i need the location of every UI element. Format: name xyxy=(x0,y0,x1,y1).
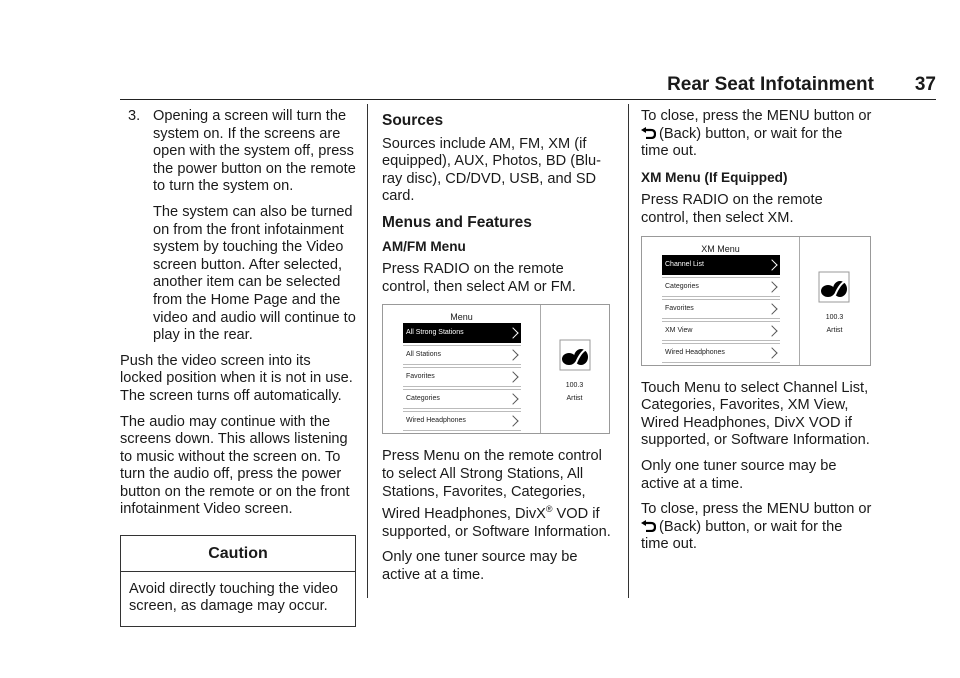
menu-item-all-strong-stations[interactable] xyxy=(403,323,521,343)
menu-item-label: XM View xyxy=(665,326,693,334)
chevron-right-icon xyxy=(507,350,518,361)
paragraph: Touch Menu to select Channel List, Categories, Favorites, XM View, Wired Headphones, DivX VOD if supported, or Software Information. xyxy=(641,379,870,449)
chevron-right-icon xyxy=(507,372,518,383)
heading-menus-features: Menus and Features xyxy=(382,213,532,231)
menu-item-favorites[interactable] xyxy=(662,299,780,319)
column-divider xyxy=(367,104,368,598)
menu-item-label: Wired Headphones xyxy=(406,417,466,425)
close-text-2: (Back) button, or wait for the time out. xyxy=(641,518,843,553)
back-arrow-icon xyxy=(641,127,656,139)
menu-item-xm-view[interactable] xyxy=(662,321,780,341)
chevron-right-icon xyxy=(766,325,777,336)
close-text: To close, press the MENU button or xyxy=(641,108,872,124)
artist-label: Artist xyxy=(826,326,843,334)
column-1 xyxy=(120,108,356,627)
xm-menu-screenshot xyxy=(641,236,871,366)
page-number: 37 xyxy=(914,74,936,95)
menu-list xyxy=(662,255,780,365)
paragraph xyxy=(641,501,873,554)
list-text: Opening a screen will turn the system on. If the screens are open with the system off, press the power button on the remote to turn the system on. xyxy=(153,108,356,195)
heading-xm-menu: XM Menu (If Equipped) xyxy=(641,169,788,185)
menu-item-label: Categories xyxy=(406,395,440,403)
chevron-right-icon xyxy=(766,259,777,270)
paragraph: Only one tuner source may be active at a time. xyxy=(382,549,578,583)
menu-item-label: Favorites xyxy=(665,304,694,312)
close-text-2: (Back) button, or wait for the time out. xyxy=(641,125,843,160)
column-divider xyxy=(628,104,629,598)
paragraph: Press RADIO on the remote control, then select XM. xyxy=(641,192,823,226)
menu-item-label: Categories xyxy=(665,282,699,290)
menu-item-wired-headphones[interactable] xyxy=(662,343,780,363)
frequency-label: 100.3 xyxy=(565,382,584,390)
menu-item-all-stations[interactable] xyxy=(403,345,521,365)
album-art-icon xyxy=(818,271,850,303)
caution-box xyxy=(120,535,356,627)
menu-item-categories[interactable] xyxy=(403,389,521,409)
artist-label: Artist xyxy=(566,395,583,403)
frequency-label: 100.3 xyxy=(825,313,844,321)
menu-list xyxy=(403,323,521,433)
menu-text-b: VOD if supported, or Software Information. xyxy=(382,505,611,540)
menu-text-a: Press Menu on the remote control to select All Strong Stations, All Stations, Favorites, Categories, Wired Headphones, DivX xyxy=(382,448,602,522)
menu-item-channel-list[interactable] xyxy=(662,255,780,275)
screen-title: Menu xyxy=(450,312,473,323)
back-arrow-icon xyxy=(641,520,656,532)
menu-item-label: Favorites xyxy=(406,373,435,381)
paragraph: Push the video screen into its locked position when it is not in use. The screen turns off automatically. xyxy=(120,352,353,404)
menu-item-wired-headphones[interactable] xyxy=(403,411,521,431)
header-rule xyxy=(120,99,936,100)
page-header xyxy=(0,60,960,106)
list-number: 3. xyxy=(128,108,141,124)
album-art-icon xyxy=(559,339,591,371)
paragraph xyxy=(641,108,873,161)
section-title: Rear Seat Infotainment xyxy=(667,74,874,95)
amfm-menu-screenshot xyxy=(382,304,610,434)
menu-item-favorites[interactable] xyxy=(403,367,521,387)
chevron-right-icon xyxy=(507,394,518,405)
close-text: To close, press the MENU button or xyxy=(641,501,872,518)
paragraph: Press RADIO on the remote control, then select AM or FM. xyxy=(382,261,576,295)
list-subparagraph: The system can also be turned on from the front infotainment system by touching the Video screen button. After selected, another item can be selected from the Home Page and the video and audio will continue to play in the rear. xyxy=(153,203,356,344)
chevron-right-icon xyxy=(766,281,777,292)
menu-item-label: Channel List xyxy=(665,260,704,268)
caution-title: Caution xyxy=(121,536,355,572)
menu-item-label: Wired Headphones xyxy=(665,348,725,356)
column-3 xyxy=(641,108,873,562)
registered-mark: ® xyxy=(545,504,553,515)
caution-body: Avoid directly touching the video screen, as damage may occur. xyxy=(129,580,339,615)
heading-amfm-menu: AM/FM Menu xyxy=(382,238,466,254)
screen-divider xyxy=(799,237,800,365)
screen-divider xyxy=(540,305,541,433)
paragraph xyxy=(382,448,612,541)
screen-title: XM Menu xyxy=(701,243,740,254)
chevron-right-icon xyxy=(766,347,777,358)
paragraph: The audio may continue with the screens down. This allows listening to music without the screen on. To turn the audio off, press the power button on the remote or on the front infotainment Video screen. xyxy=(120,413,350,518)
chevron-right-icon xyxy=(507,416,518,427)
menu-item-categories[interactable] xyxy=(662,277,780,297)
chevron-right-icon xyxy=(766,303,777,314)
heading-sources: Sources xyxy=(382,112,444,129)
menu-item-label: All Strong Stations xyxy=(406,329,464,337)
paragraph: Sources include AM, FM, XM (if equipped), AUX, Photos, BD (Blu-ray disc), CD/DVD, USB, and SD card. xyxy=(382,135,602,205)
paragraph: Only one tuner source may be active at a time. xyxy=(641,457,837,492)
list-item xyxy=(120,108,356,196)
chevron-right-icon xyxy=(507,328,518,339)
column-2 xyxy=(382,108,612,592)
menu-item-label: All Stations xyxy=(406,351,442,359)
